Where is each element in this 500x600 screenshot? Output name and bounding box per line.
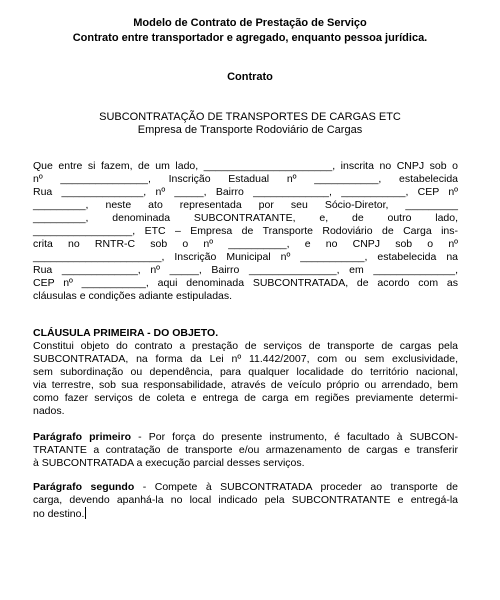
text-line: Constitui objeto do contrato a prestação de serviços de transporte de cargas pela — [33, 340, 458, 352]
text-line: Rua _____________, nº _____, Bairro _______________, em ______________, — [33, 264, 458, 276]
text-line: SUBCONTRATADA, na forma da Lei nº 11.442/2007, com ou sem exclusividade, — [33, 353, 458, 365]
text-line — [33, 431, 458, 444]
text-line — [33, 481, 458, 494]
paragraph-one-label: Parágrafo primeiro — [33, 431, 132, 443]
clause-one-body — [33, 340, 458, 418]
text-line: nados. — [33, 405, 65, 417]
text-line: CEP nº ___________, aqui denominada SUBCONTRATADA, de acordo com as — [33, 277, 458, 289]
parties-paragraph — [33, 160, 458, 303]
text-line: à SUBCONTRATADA a execução parcial desses serviços. — [33, 457, 305, 469]
text-line: via terrestre, sob sua responsabilidade, através de veículo próprio ou arrendado, bem — [33, 379, 458, 391]
text-line: Rua ______________, nº _____, Bairro _____________, ___________, CEP nº — [33, 186, 458, 198]
text-line: nº _______________, Inscrição Estadual nº ___________, estabelecida — [33, 173, 458, 185]
text-line: _________________, ETC – Empresa de Transporte Rodoviário de Carga ins- — [33, 225, 458, 237]
section-heading: Contrato — [227, 71, 273, 83]
clause-one-title: CLÁUSULA PRIMEIRA - DO OBJETO. — [33, 327, 219, 339]
text-line: cláusulas e condições adiante estipuladas. — [33, 290, 233, 302]
paragraph-two — [33, 481, 458, 520]
paragraph-two-label: Parágrafo segundo — [33, 481, 135, 493]
text-line: TRATANTE a contratação de transporte e/ou armazenamento de cargas e transferir — [33, 444, 458, 456]
text-line: crita no RNTR-C sob o nº __________, e no CNPJ sob o nº — [33, 238, 458, 250]
text-line: carga, devendo apanhá-la no local indicado pela SUBCONTRATANTE e entregá-la — [33, 494, 458, 506]
text-line: como fazer serviços de coleta e entrega de carga em regiões previamente determi- — [33, 392, 458, 404]
text-line: ______________________, Inscrição Municipal nº ___________, estabelecida na — [33, 251, 458, 263]
text-line: Que entre si fazem, de um lado, ______________________, inscrita no CNPJ sob o — [33, 160, 458, 172]
paragraph-one-text: - Por força do presente instrumento, é facultado à SUBCON- — [131, 431, 458, 443]
paragraph-two-last-line: no destino. — [33, 508, 85, 520]
paragraph-two-text: - Compete à SUBCONTRATADA proceder ao transporte de — [134, 481, 458, 493]
text-line: sem subordinação ou dependência, para qualquer localidade do território nacional, — [33, 366, 458, 378]
document-subtitle: Contrato entre transportador e agregado, enquanto pessoa jurídica. — [72, 32, 428, 44]
text-line: _________, neste ato representada por seu Sócio-Diretor, _________ — [33, 199, 458, 211]
document-title: Modelo de Contrato de Prestação de Serviço — [133, 17, 367, 29]
paragraph-one — [33, 431, 458, 470]
text-line[interactable] — [33, 507, 458, 520]
text-cursor — [85, 507, 86, 519]
contract-subject-title: SUBCONTRATAÇÃO DE TRANSPORTES DE CARGAS ETC — [99, 111, 401, 123]
contract-subject-subtitle: Empresa de Transporte Rodoviário de Cargas — [137, 124, 363, 136]
text-line: _________, denominada SUBCONTRATANTE, e, de outro lado, — [33, 212, 458, 224]
